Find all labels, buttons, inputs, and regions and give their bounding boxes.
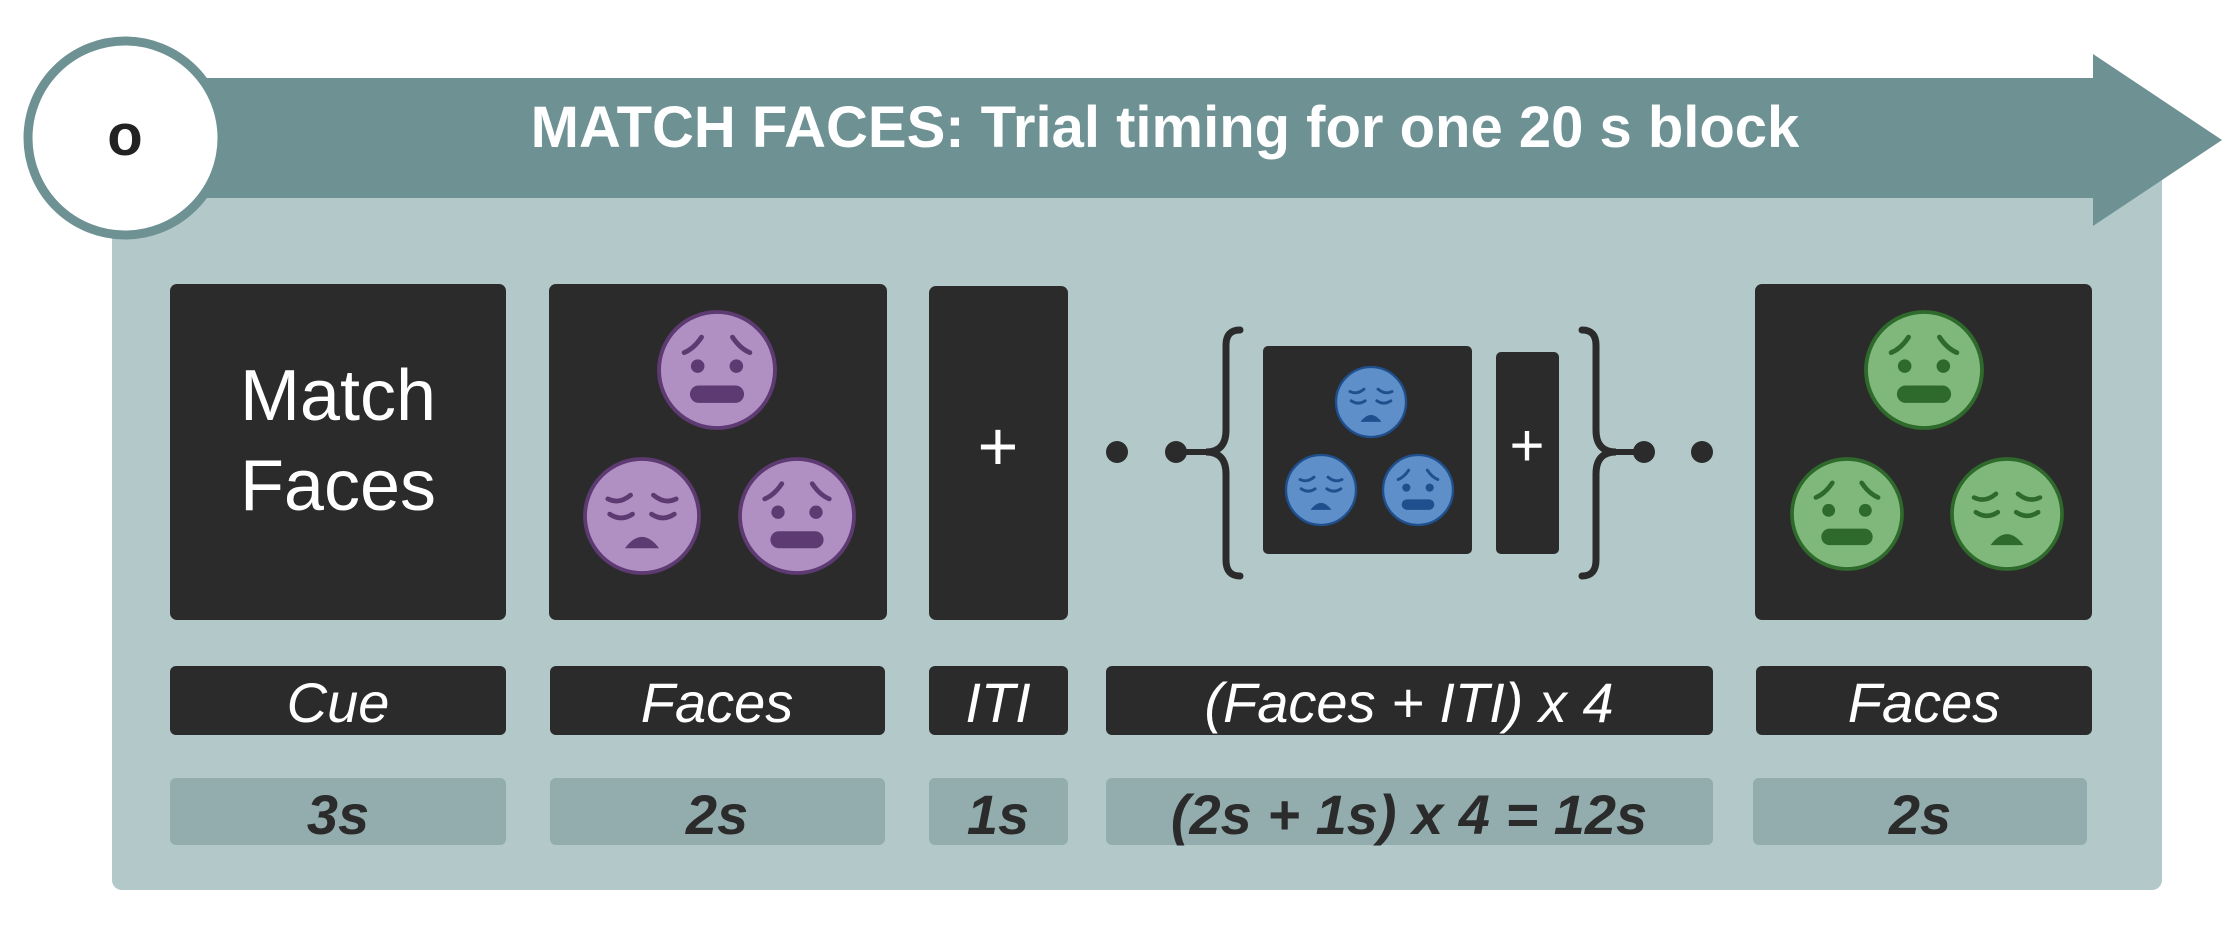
iti-fixation-cross-repeat: +: [1509, 412, 1545, 479]
badge-letter: o: [107, 103, 143, 168]
fearful-face-icon: [1792, 459, 1902, 569]
ellipsis-dot: [1691, 441, 1713, 463]
sad-face-icon: [1952, 459, 2062, 569]
label-repeat: (Faces + ITI) x 4: [1204, 671, 1614, 734]
sad-face-icon: [585, 459, 699, 573]
label-faces: Faces: [640, 671, 794, 734]
duration-faces-last: 2s: [1888, 783, 1952, 846]
sad-face-icon: [1286, 455, 1356, 525]
ellipsis-dot: [1106, 441, 1128, 463]
iti-fixation-cross: +: [977, 407, 1019, 485]
label-cue: Cue: [286, 671, 390, 734]
duration-faces: 2s: [685, 783, 749, 846]
ellipsis-dot: [1633, 441, 1655, 463]
banner-title: MATCH FACES: Trial timing for one 20 s block: [530, 95, 1800, 160]
fearful-face-icon: [1383, 455, 1453, 525]
duration-iti: 1s: [966, 783, 1030, 846]
cue-text-line1: Match: [239, 356, 437, 436]
cue-text-line2: Faces: [239, 446, 437, 526]
label-faces-last: Faces: [1847, 671, 2001, 734]
fearful-face-icon: [659, 312, 775, 428]
sad-face-icon: [1336, 367, 1406, 437]
fearful-face-icon: [740, 459, 854, 573]
duration-repeat: (2s + 1s) x 4 = 12s: [1170, 783, 1648, 846]
label-iti: ITI: [965, 671, 1031, 734]
fearful-face-icon: [1866, 312, 1982, 428]
duration-cue: 3s: [306, 783, 370, 846]
